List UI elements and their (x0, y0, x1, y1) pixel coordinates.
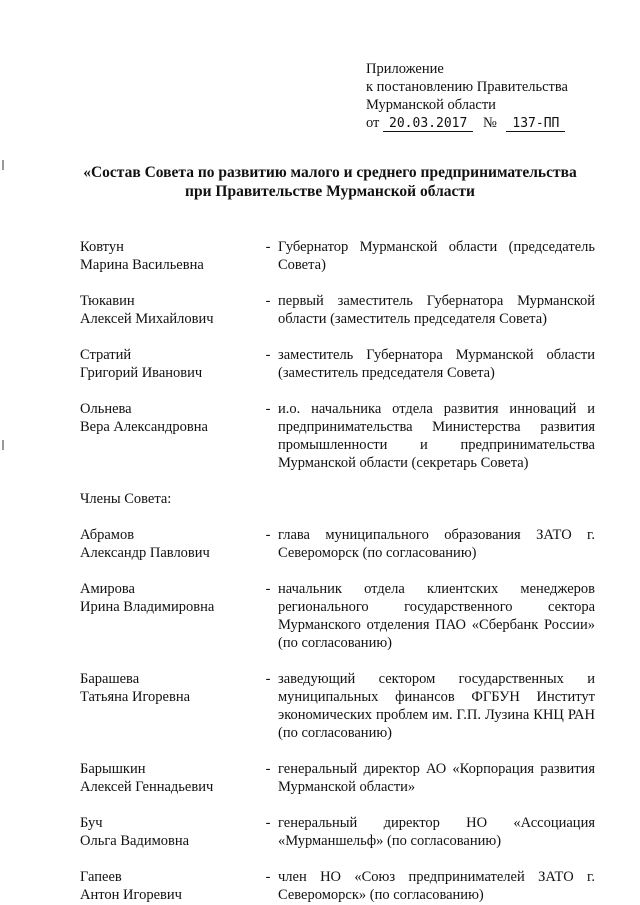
dash-separator: - (265, 239, 271, 255)
person-given-names: Татьяна Игоревна (80, 689, 191, 705)
person-role: и.о. начальника отдела развития инноваций и предпринимательства Министерства развития промышленности и предпринимательства Мурманской области (секретарь Совета) (278, 401, 595, 471)
person-surname: Барышкин (80, 761, 146, 777)
title-line-1: «Состав Совета по развитию малого и среднего предпринимательства (83, 164, 577, 181)
person-surname: Ольнева (80, 401, 132, 417)
title-line-2: при Правительстве Мурманской области (185, 183, 475, 200)
annex-line-1: Приложение (366, 61, 444, 77)
annex-date-line (366, 114, 568, 133)
dash-separator: - (265, 761, 271, 777)
members-label: Члены Совета: (80, 491, 172, 507)
dash-separator: - (265, 815, 271, 831)
person-given-names: Антон Игоревич (80, 887, 182, 903)
person-role: первый заместитель Губернатора Мурманской области (заместитель председателя Совета) (278, 293, 595, 327)
decree-date: 20.03.2017 (383, 116, 473, 132)
person-surname: Барашева (80, 671, 140, 687)
person-given-names: Алексей Геннадьевич (80, 779, 214, 795)
person-surname: Стратий (80, 347, 132, 363)
person-name (80, 580, 258, 652)
person-surname: Ковтун (80, 239, 124, 255)
person-role: Губернатор Мурманской области (председатель Совета) (278, 239, 595, 273)
person-row (80, 526, 595, 562)
annex-block (366, 60, 568, 133)
person-row (80, 238, 595, 274)
person-name (80, 400, 258, 472)
person-row (80, 580, 595, 652)
dash-separator: - (265, 401, 271, 417)
person-given-names: Алексей Михайлович (80, 311, 214, 327)
person-name (80, 238, 258, 274)
person-name (80, 670, 258, 742)
person-role: заместитель Губернатора Мурманской области (заместитель председателя Совета) (278, 347, 595, 381)
dash-separator: - (265, 671, 271, 687)
person-row (80, 868, 595, 904)
person-given-names: Ирина Владимировна (80, 599, 215, 615)
person-name (80, 814, 258, 850)
dash-separator: - (265, 581, 271, 597)
date-prefix: от (366, 115, 380, 131)
document-title (40, 163, 620, 201)
person-role: начальник отдела клиентских менеджеров регионального государственного сектора Мурманского отделения ПАО «Сбербанк России» (по согласованию) (278, 581, 595, 651)
person-given-names: Вера Александровна (80, 419, 208, 435)
person-role: заведующий сектором государственных и муниципальных финансов ФГБУН Институт экономических проблем им. Г.П. Лузина КНЦ РАН (по согласованию) (278, 671, 595, 741)
person-name (80, 292, 258, 328)
person-given-names: Ольга Вадимовна (80, 833, 190, 849)
person-role: член НО «Союз предпринимателей ЗАТО г. Североморск» (по согласованию) (278, 869, 595, 903)
person-row (80, 814, 595, 850)
person-given-names: Григорий Иванович (80, 365, 203, 381)
person-role: генеральный директор НО «Ассоциация «Мурманшельф» (по согласованию) (278, 815, 595, 849)
person-given-names: Александр Павлович (80, 545, 210, 561)
number-sign: № (482, 115, 497, 131)
person-name (80, 760, 258, 796)
person-name (80, 868, 258, 904)
dash-separator: - (265, 527, 271, 543)
person-given-names: Марина Васильевна (80, 257, 204, 273)
dash-separator: - (265, 869, 271, 885)
person-row (80, 670, 595, 742)
person-surname: Амирова (80, 581, 135, 597)
person-row (80, 760, 595, 796)
dash-separator: - (265, 293, 271, 309)
person-surname: Буч (80, 815, 103, 831)
person-row (80, 400, 595, 472)
person-role: генеральный директор АО «Корпорация развития Мурманской области» (278, 761, 595, 795)
margin-mark (2, 440, 4, 450)
annex-line-2: к постановлению Правительства (366, 79, 568, 95)
person-name (80, 526, 258, 562)
dash-separator: - (265, 347, 271, 363)
person-surname: Абрамов (80, 527, 135, 543)
person-row (80, 346, 595, 382)
annex-line-3: Мурманской области (366, 97, 496, 113)
person-role: глава муниципального образования ЗАТО г. Североморск (по согласованию) (278, 527, 595, 561)
person-row (80, 292, 595, 328)
person-name (80, 346, 258, 382)
decree-number: 137-ПП (506, 116, 565, 132)
person-surname: Тюкавин (80, 293, 135, 309)
person-surname: Гапеев (80, 869, 122, 885)
margin-mark (2, 160, 4, 170)
council-list (80, 238, 595, 904)
